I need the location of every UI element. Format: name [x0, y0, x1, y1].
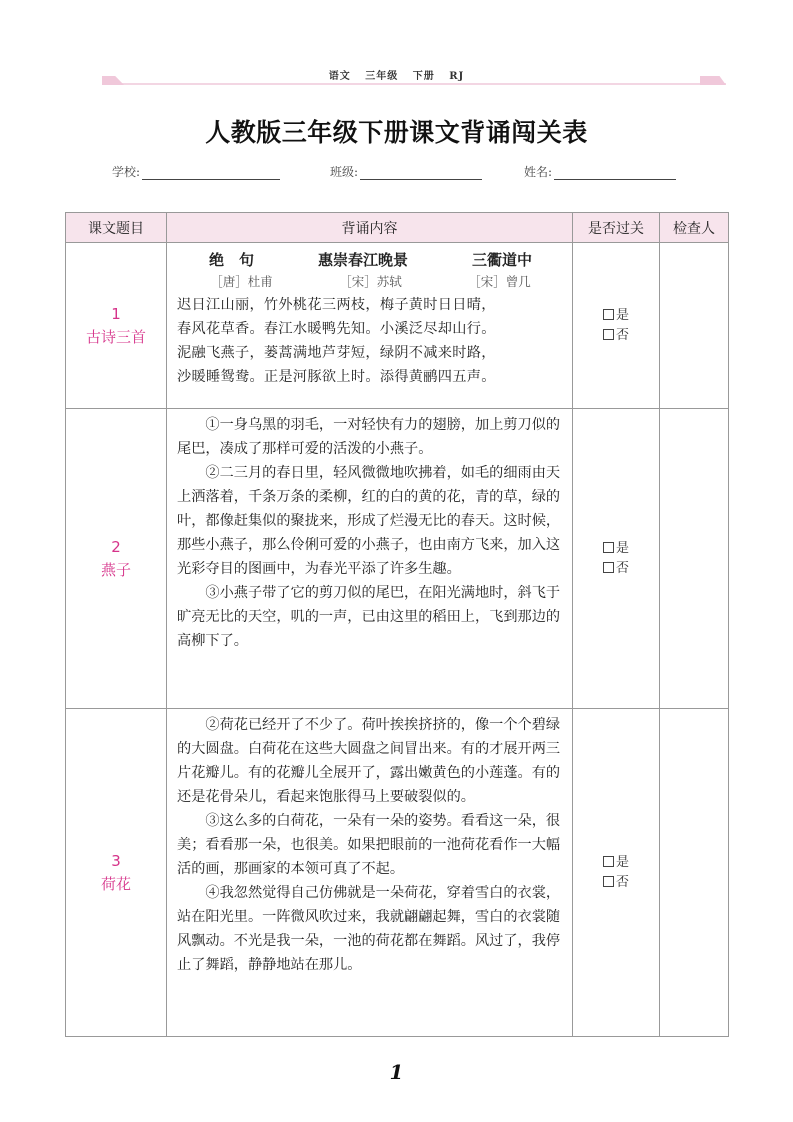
name-field[interactable] [524, 163, 676, 180]
poem-title: 绝 句 [208, 251, 254, 269]
pass-check-cell [573, 709, 660, 1037]
yes-checkbox[interactable] [603, 856, 614, 867]
lesson-title: 燕子 [100, 560, 131, 579]
poem-line: 沙暖睡鸳鸯。正是河豚欲上时。添得黄鹂四五声。 [177, 369, 496, 385]
paragraph: ②二三月的春日里，轻风微微地吹拂着，如毛的细雨由天上洒落着，千条万条的柔柳，红的白的黄的花，青的草，绿的叶，都像赶集似的聚拢来，形成了烂漫无比的春天。这时候，那些小燕子，那么伶俐可爱的小燕子，也由南方飞来，加入这光彩夺目的图画中，为春光平添了许多生趣。 [177, 465, 561, 577]
poem-author: ［宋］曾几 [468, 274, 531, 289]
col-header-passed: 是否过关 [573, 213, 660, 243]
lesson-number: 3 [111, 851, 121, 870]
school-input-line[interactable] [142, 165, 280, 180]
header-edition: RJ [449, 71, 465, 82]
pass-check-cell [573, 409, 660, 709]
table-header-row [66, 213, 729, 243]
name-label: 姓名: [524, 165, 553, 179]
poem-line: 迟日江山丽，竹外桃花三两枝，梅子黄时日日晴， [177, 297, 496, 313]
lesson-topic-cell [66, 243, 167, 409]
class-label: 班级: [330, 165, 359, 179]
yes-label: 是 [615, 540, 629, 556]
checker-cell[interactable] [660, 709, 729, 1037]
yes-option[interactable] [574, 853, 658, 873]
lesson-number: 2 [111, 537, 121, 556]
yes-option[interactable] [574, 306, 658, 326]
lesson-title: 古诗三首 [85, 327, 146, 346]
no-option[interactable] [574, 559, 658, 579]
paragraph: ④我忽然觉得自己仿佛就是一朵荷花，穿着雪白的衣裳，站在阳光里。一阵微风吹过来，我就翩翩起舞，雪白的衣裳随风飘动。不光是我一朵，一池的荷花都在舞蹈。风过了，我停止了舞蹈，静静地站在那儿。 [177, 885, 561, 973]
header-grade: 三年级 [365, 71, 399, 82]
school-field[interactable] [112, 163, 280, 180]
lesson-topic-cell [66, 409, 167, 709]
lesson-title: 荷花 [100, 874, 131, 893]
no-checkbox[interactable] [603, 329, 614, 340]
page-number: 1 [389, 1060, 404, 1084]
col-header-checker: 检查人 [660, 213, 729, 243]
poem-authors [177, 271, 564, 293]
lesson-topic-cell [66, 709, 167, 1037]
checker-cell[interactable] [660, 243, 729, 409]
poem-line: 春风花草香。春江水暖鸭先知。小溪泛尽却山行。 [177, 321, 496, 337]
col-header-content: 背诵内容 [167, 213, 573, 243]
no-checkbox[interactable] [603, 562, 614, 573]
table-row [66, 409, 729, 709]
no-label: 否 [615, 874, 629, 890]
header-volume: 下册 [412, 71, 435, 82]
table-row [66, 709, 729, 1037]
no-label: 否 [615, 327, 629, 343]
name-input-line[interactable] [554, 165, 676, 180]
recitation-content-cell [167, 709, 573, 1037]
poem-author: ［唐］杜甫 [210, 274, 273, 289]
poem-title: 三衢道中 [471, 251, 532, 269]
col-header-topic: 课文题目 [66, 213, 167, 243]
no-label: 否 [615, 560, 629, 576]
yes-option[interactable] [574, 539, 658, 559]
yes-checkbox[interactable] [603, 542, 614, 553]
header-subject: 语文 [328, 71, 351, 82]
running-header [0, 67, 793, 82]
lesson-number: 1 [111, 304, 121, 323]
paragraph: ③小燕子带了它的剪刀似的尾巴，在阳光满地时，斜飞于旷亮无比的天空，叽的一声，已由这里的稻田上，飞到那边的高柳下了。 [177, 585, 561, 649]
yes-label: 是 [615, 307, 629, 323]
poem-titles [177, 247, 564, 271]
table-row [66, 243, 729, 409]
poem-line: 泥融飞燕子，蒌蒿满地芦芽短，绿阴不减来时路， [177, 345, 496, 361]
paragraph: ②荷花已经开了不少了。荷叶挨挨挤挤的，像一个个碧绿的大圆盘。白荷花在这些大圆盘之间冒出来。有的才展开两三片花瓣儿。有的花瓣儿全展开了，露出嫩黄色的小莲蓬。有的还是花骨朵儿，看起来饱胀得马上要破裂似的。 [177, 717, 561, 805]
poem-author: ［宋］苏轼 [339, 274, 402, 289]
page-title: 人教版三年级下册课文背诵闯关表 [205, 118, 588, 147]
recitation-content-cell [167, 409, 573, 709]
school-label: 学校: [112, 165, 141, 179]
poem-title: 惠崇春江晚景 [317, 251, 408, 269]
pass-check-cell [573, 243, 660, 409]
recitation-table [65, 212, 729, 1037]
recitation-content-cell [167, 243, 573, 409]
checker-cell[interactable] [660, 409, 729, 709]
class-input-line[interactable] [360, 165, 482, 180]
student-info-row [112, 163, 692, 183]
paragraph: ①一身乌黑的羽毛，一对轻快有力的翅膀，加上剪刀似的尾巴，凑成了那样可爱的活泼的小燕子。 [177, 417, 561, 457]
class-field[interactable] [330, 163, 482, 180]
paragraph: ③这么多的白荷花，一朵有一朵的姿势。看看这一朵，很美；看看那一朵，也很美。如果把眼前的一池荷花看作一大幅活的画，那画家的本领可真了不起。 [177, 813, 561, 877]
no-option[interactable] [574, 326, 658, 346]
no-checkbox[interactable] [603, 876, 614, 887]
yes-label: 是 [615, 854, 629, 870]
header-divider [102, 83, 726, 85]
no-option[interactable] [574, 873, 658, 893]
yes-checkbox[interactable] [603, 309, 614, 320]
